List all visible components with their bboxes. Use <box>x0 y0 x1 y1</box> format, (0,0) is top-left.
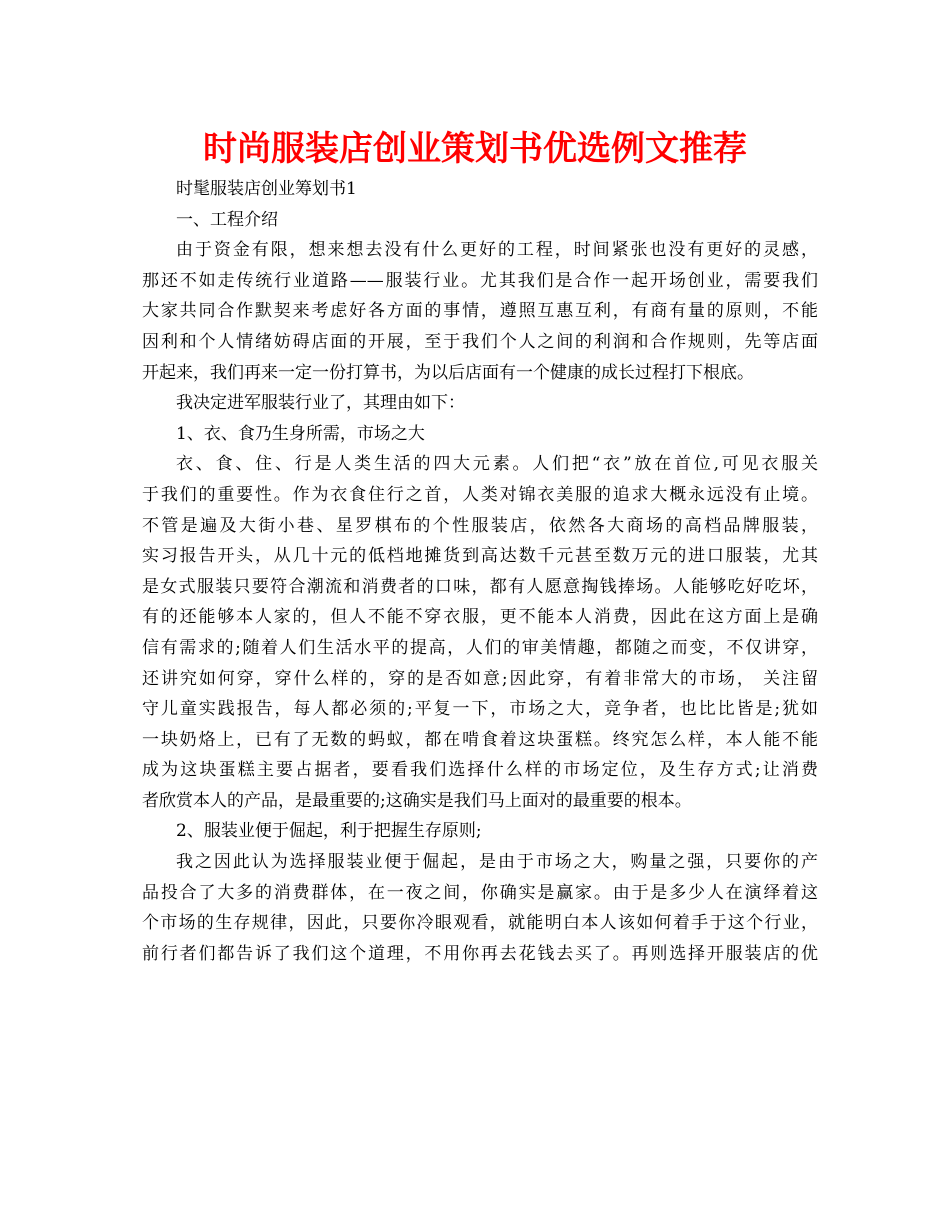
paragraph-line: 守儿童实践报告，每人都必须的;平复一下，市场之大，竞争者，也比比皆是;犹如 <box>142 699 818 720</box>
paragraph-line: 开起来，我们再来一定一份打算书，为以后店面有一个健康的成长过程打下根底。 <box>142 362 754 383</box>
paragraph-line: 实习报告开头，从几十元的低档地摊货到高达数千元甚至数万元的进口服装，尤其 <box>142 546 818 567</box>
paragraph-line: 于我们的重要性。作为衣食住行之首，人类对锦衣美服的追求大概永远没有止境。 <box>142 484 818 505</box>
paragraph-line: 衣、食、住、行是人类生活的四大元素。人们把“衣”放在首位,可见衣服关 <box>176 454 818 475</box>
paragraph-line: 我决定进军服装行业了，其理由如下： <box>176 393 465 414</box>
paragraph-line: 信有需求的;随着人们生活水平的提高，人们的审美情趣，都随之而变，不仅讲穿， <box>142 637 818 658</box>
document-body <box>142 174 818 969</box>
paragraph-line: 因利和个人情绪妨碍店面的开展，至于我们个人之间的利润和合作规则，先等店面 <box>142 331 818 352</box>
paragraph-line: 是女式服装只要符合潮流和消费者的口味，都有人愿意掏钱捧场。人能够吃好吃坏， <box>142 576 818 597</box>
paragraph-line: 成为这块蛋糕主要占据者，要看我们选择什么样的市场定位，及生存方式;让消费 <box>142 760 818 781</box>
paragraph-line: 不管是遍及大街小巷、星罗棋布的个性服装店，依然各大商场的高档品牌服装， <box>142 515 818 536</box>
paragraph-line: 大家共同合作默契来考虑好各方面的事情，遵照互惠互利，有商有量的原则，不能 <box>142 301 818 322</box>
paragraph-line: 那还不如走传统行业道路——服装行业。尤其我们是合作一起开场创业，需要我们 <box>142 270 818 291</box>
paragraph-line: 我之因此认为选择服装业便于倔起，是由于市场之大，购量之强，只要你的产 <box>176 852 818 873</box>
paragraph-line: 前行者们都告诉了我们这个道理，不用你再去花钱去买了。再则选择开服装店的优 <box>142 943 818 964</box>
paragraph-line: 品投合了大多的消费群体，在一夜之间，你确实是赢家。由于是多少人在演绎着这 <box>142 882 818 903</box>
paragraph-line: 一块奶烙上，已有了无数的蚂蚁，都在啃食着这块蛋糕。终究怎么样，本人能不能 <box>142 729 818 750</box>
paragraph-line: 由于资金有限，想来想去没有什么更好的工程，时间紧张也没有更好的灵感， <box>176 240 818 261</box>
paragraph-line: 者欣赏本人的产品，是最重要的;这确实是我们马上面对的最重要的根本。 <box>142 790 692 811</box>
paragraph-line: 个市场的生存规律，因此，只要你冷眼观看，就能明白本人该如何着手于这个行业， <box>142 913 818 934</box>
subsection-heading: 一、工程介绍 <box>176 209 278 230</box>
list-heading: 2、服装业便于倔起，利于把握生存原则; <box>176 821 482 842</box>
document-title: 时尚服装店创业策划书优选例文推荐 <box>203 129 747 169</box>
paragraph-line: 还讲究如何穿，穿什么样的，穿的是否如意;因此穿，有着非常大的市场， 关注留 <box>142 668 818 689</box>
paragraph-line: 有的还能够本人家的，但人不能不穿衣服，更不能本人消费，因此在这方面上是确 <box>142 607 818 628</box>
list-heading: 1、衣、食乃生身所需，市场之大 <box>176 423 425 444</box>
section-heading: 时髦服装店创业筹划书1 <box>176 179 357 199</box>
